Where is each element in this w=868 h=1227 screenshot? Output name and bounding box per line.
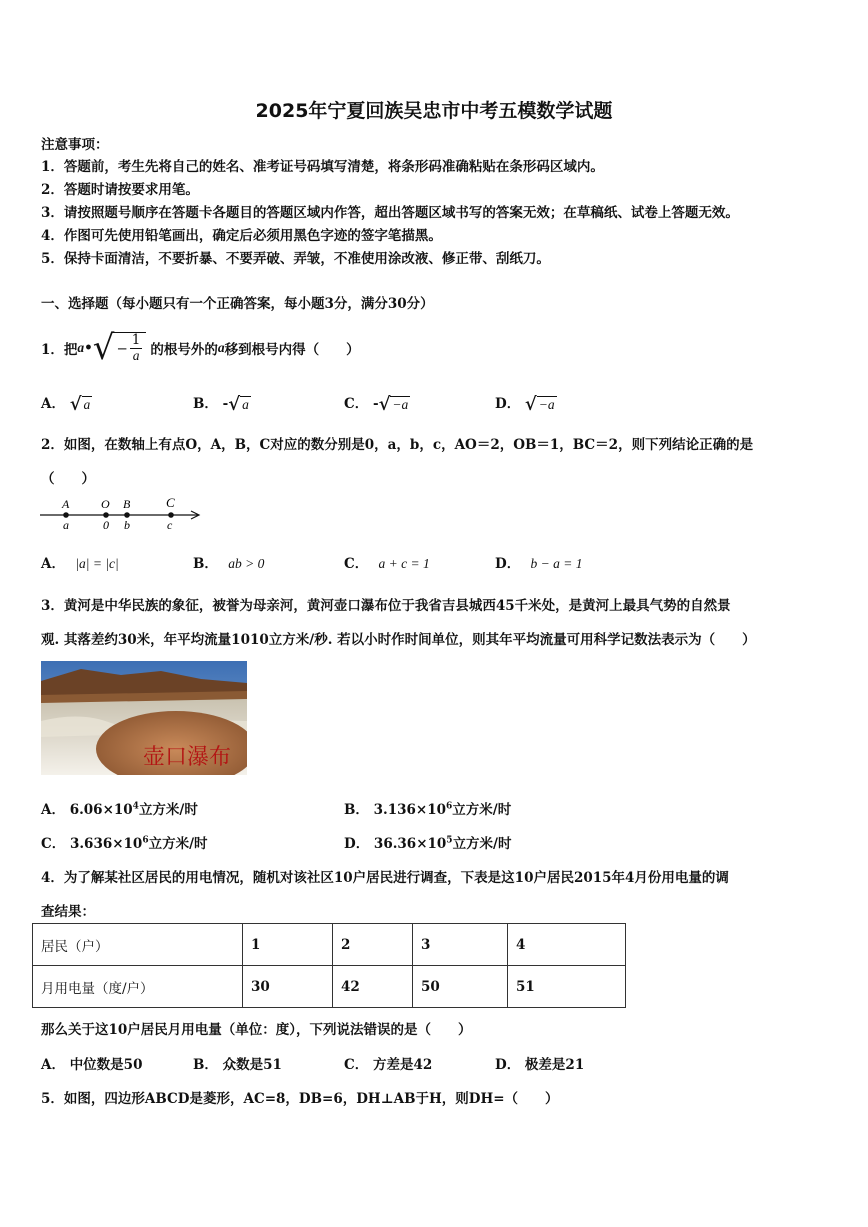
option-label: C． bbox=[344, 396, 369, 412]
option-unit: 立方米/时 bbox=[452, 836, 512, 852]
radicand: a bbox=[83, 396, 91, 412]
radicand: −a bbox=[392, 396, 409, 412]
option-exponent: 6 bbox=[446, 801, 453, 812]
table-cell: 50 bbox=[413, 966, 508, 1008]
option-exponent: 5 bbox=[446, 835, 453, 846]
fraction bbox=[130, 333, 143, 364]
electricity-table bbox=[32, 923, 626, 1008]
option-label: A． bbox=[41, 802, 65, 818]
option-exponent: 4 bbox=[132, 801, 139, 812]
option-label: C． bbox=[344, 1057, 369, 1073]
option-label: C． bbox=[344, 556, 369, 572]
option-sign: - bbox=[372, 396, 379, 412]
q3-option-c[interactable] bbox=[41, 832, 208, 852]
page-title: 2025年宁夏回族吴忠市中考五模数学试题 bbox=[255, 100, 613, 122]
option-label: B． bbox=[344, 802, 369, 818]
q1-option-a[interactable] bbox=[41, 392, 92, 414]
question-3-line1: 3．黄河是中华民族的象征，被誉为母亲河，黄河壶口瀑布位于我省吉县城西45千米处，是黄河上最具气势的自然景 bbox=[41, 598, 731, 614]
table-cell: 2 bbox=[333, 924, 413, 966]
option-mantissa: 6.06×10 bbox=[69, 802, 133, 818]
number-line-diagram bbox=[38, 494, 208, 534]
option-label: D． bbox=[495, 556, 521, 572]
q1-option-d[interactable] bbox=[495, 392, 557, 414]
fraction-numerator: 1 bbox=[131, 332, 141, 349]
point-a-dot bbox=[63, 512, 69, 518]
question-text: 把 bbox=[63, 342, 78, 358]
fraction-denominator: a bbox=[132, 348, 140, 363]
option-label: A． bbox=[41, 556, 65, 572]
q2-option-b[interactable] bbox=[193, 552, 264, 572]
option-mantissa: 3.636×10 bbox=[69, 836, 143, 852]
q4-option-c[interactable] bbox=[344, 1053, 432, 1073]
point-b-dot bbox=[124, 512, 130, 518]
section-heading: 一、选择题（每小题只有一个正确答案，每小题3分，满分30分） bbox=[41, 296, 434, 312]
q2-option-d[interactable] bbox=[495, 552, 583, 572]
option-label: B． bbox=[193, 396, 218, 412]
q2-option-a[interactable] bbox=[41, 552, 119, 572]
question-4-line2: 查结果： bbox=[41, 904, 95, 920]
q2-option-c[interactable] bbox=[344, 552, 430, 572]
option-label: D． bbox=[495, 1057, 521, 1073]
option-label: A． bbox=[41, 396, 65, 412]
radical-sign: √ bbox=[69, 393, 82, 415]
q3-option-b[interactable] bbox=[344, 798, 511, 818]
q3-option-a[interactable] bbox=[41, 798, 198, 818]
question-number: 1． bbox=[41, 342, 64, 358]
option-label: D． bbox=[344, 836, 370, 852]
point-o-dot bbox=[103, 512, 109, 518]
table-cell: 42 bbox=[333, 966, 413, 1008]
option-mantissa: 3.136×10 bbox=[373, 802, 446, 818]
question-4-prompt: 那么关于这10户居民月用电量（单位：度），下列说法错误的是（ ） bbox=[41, 1022, 472, 1038]
table-cell: 3 bbox=[413, 924, 508, 966]
radical-sign: √ bbox=[92, 328, 115, 368]
question-2-line1: 2．如图，在数轴上有点O，A，B，C对应的数分别是0，a，b，c，AO＝2，OB＝1，BC＝2，则下列结论正确的是 bbox=[41, 437, 754, 453]
table-cell: 4 bbox=[508, 924, 626, 966]
table-row bbox=[33, 966, 626, 1008]
radicand: a bbox=[242, 396, 249, 412]
waterfall-photo bbox=[41, 661, 247, 775]
point-label-o: O bbox=[101, 497, 110, 511]
value-label-c: c bbox=[167, 518, 173, 532]
radical-sign: √ bbox=[524, 393, 537, 415]
option-text: a + c = 1 bbox=[378, 556, 430, 571]
option-text: ab > 0 bbox=[228, 556, 265, 571]
minus-sign: − bbox=[116, 340, 128, 357]
notice-item: 5．保持卡面清洁，不要折暴、不要弄破、弄皱，不准使用涂改液、修正带、刮纸刀。 bbox=[41, 251, 550, 267]
radicand bbox=[114, 332, 146, 364]
option-label: D． bbox=[495, 396, 521, 412]
option-label: A． bbox=[41, 1057, 65, 1073]
point-label-a: A bbox=[62, 497, 70, 511]
table-cell: 月用电量（度/户） bbox=[33, 966, 243, 1008]
value-label-b: b bbox=[124, 518, 130, 532]
table-cell: 1 bbox=[243, 924, 333, 966]
radicand: −a bbox=[538, 396, 555, 412]
question-text: 移到根号内得（ ） bbox=[224, 342, 360, 358]
radical-sign: √ bbox=[378, 393, 391, 415]
notice-item: 4．作图可先使用铅笔画出，确定后必须用黑色字迹的签字笔描黑。 bbox=[41, 228, 442, 244]
q3-option-d[interactable] bbox=[344, 832, 512, 852]
q1-option-c[interactable] bbox=[344, 392, 410, 414]
point-label-c: C bbox=[166, 495, 175, 510]
option-text: |a| = |c| bbox=[75, 556, 119, 571]
table-cell: 30 bbox=[243, 966, 333, 1008]
notice-item: 3．请按照题号顺序在答题卡各题目的答题区域内作答，超出答题区域书写的答案无效；在草稿纸、试卷上答题无效。 bbox=[41, 205, 739, 221]
option-label: B． bbox=[193, 1057, 218, 1073]
notice-heading: 注意事项： bbox=[41, 137, 109, 153]
option-text: 极差是21 bbox=[524, 1057, 585, 1073]
option-label: C． bbox=[41, 836, 66, 852]
question-4-line1: 4．为了解某社区居民的用电情况，随机对该社区10户居民进行调查，下表是这10户居民2015年4月份用电量的调 bbox=[41, 870, 729, 886]
option-exponent: 6 bbox=[142, 835, 149, 846]
value-label-0: 0 bbox=[103, 518, 109, 532]
point-label-b: B bbox=[123, 497, 131, 511]
option-unit: 立方米/时 bbox=[148, 836, 208, 852]
point-c-dot bbox=[168, 512, 174, 518]
value-label-a: a bbox=[63, 518, 69, 532]
option-unit: 立方米/时 bbox=[452, 802, 512, 818]
notice-item: 1．答题前，考生先将自己的姓名、准考证号码填写清楚，将条形码准确粘贴在条形码区域内。 bbox=[41, 159, 604, 175]
option-mantissa: 36.36×10 bbox=[373, 836, 447, 852]
option-label: B． bbox=[193, 556, 218, 572]
option-text: b − a = 1 bbox=[530, 556, 583, 571]
variable-a: a bbox=[77, 340, 85, 355]
q4-option-a[interactable] bbox=[41, 1053, 142, 1073]
option-unit: 立方米/时 bbox=[138, 802, 198, 818]
table-row bbox=[33, 924, 626, 966]
dot-symbol: • bbox=[84, 340, 93, 356]
option-text: 众数是51 bbox=[222, 1057, 282, 1073]
option-text: 中位数是50 bbox=[69, 1057, 143, 1073]
radical-sign: √ bbox=[228, 393, 241, 415]
question-1 bbox=[41, 328, 360, 368]
table-cell: 51 bbox=[508, 966, 626, 1008]
waterfall-image bbox=[41, 661, 247, 775]
variable-a: a bbox=[217, 340, 225, 355]
option-text: 方差是42 bbox=[372, 1057, 433, 1073]
q4-option-b[interactable] bbox=[193, 1053, 282, 1073]
table-cell: 居民（户） bbox=[33, 924, 243, 966]
question-5: 5．如图，四边形ABCD是菱形，AC=8，DB=6，DH⊥AB于H，则DH=（ ） bbox=[41, 1091, 559, 1107]
question-text: 的根号外的 bbox=[150, 342, 218, 358]
q4-option-d[interactable] bbox=[495, 1053, 584, 1073]
q1-option-b[interactable] bbox=[193, 392, 251, 414]
option-sign: - bbox=[222, 396, 229, 412]
question-2-line2: （ ） bbox=[41, 471, 95, 487]
notice-item: 2．答题时请按要求用笔。 bbox=[41, 182, 199, 198]
question-3-line2: 观. 其落差约30米，年平均流量1010立方米/秒. 若以小时作时间单位，则其年平均流量可用科学记数法表示为（ ） bbox=[41, 632, 756, 648]
photo-caption: 壶口瀑布 bbox=[143, 745, 232, 770]
